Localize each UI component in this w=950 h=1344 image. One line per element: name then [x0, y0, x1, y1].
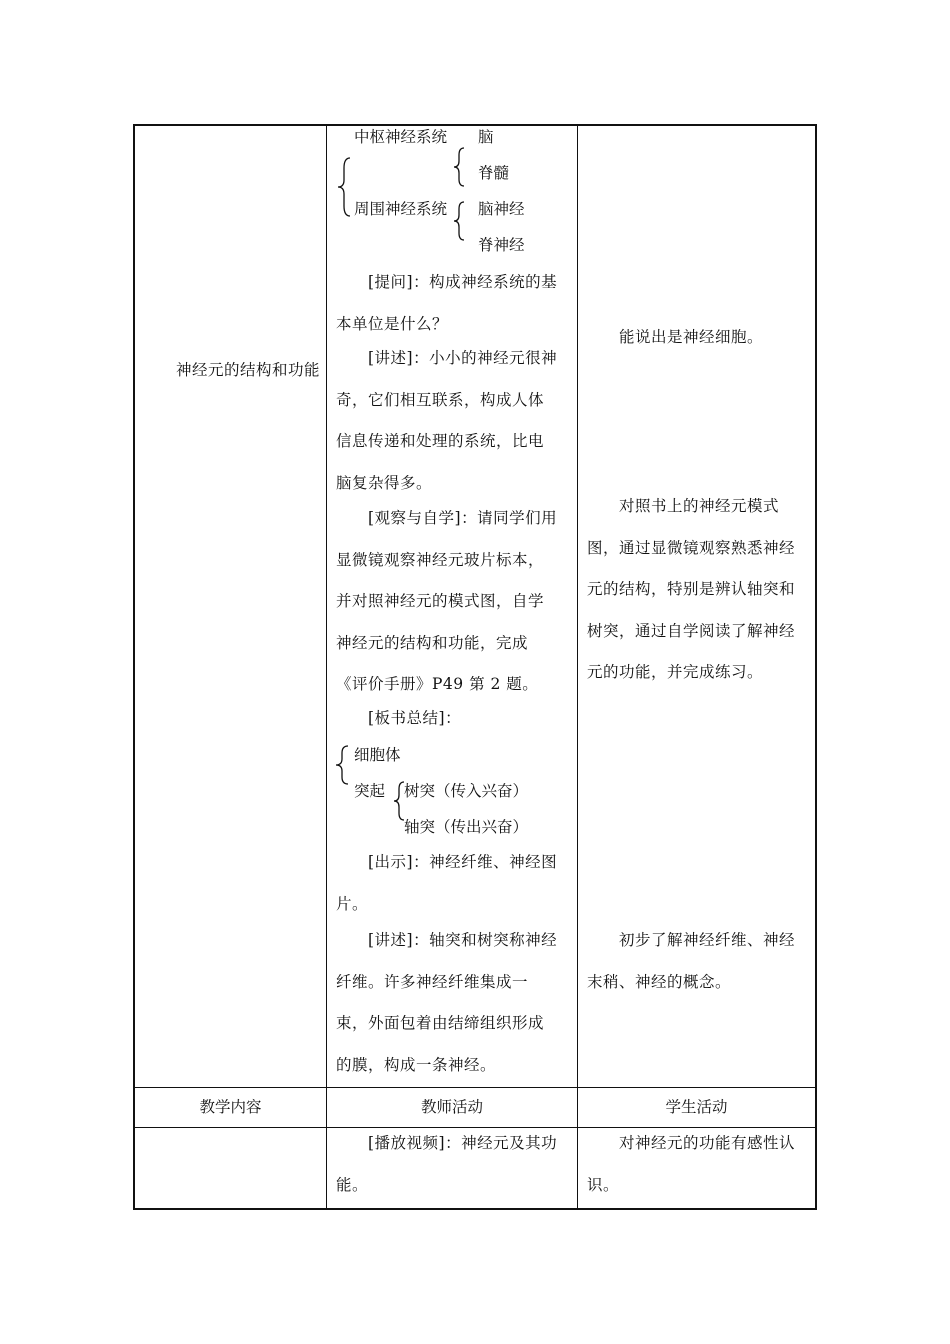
column-divider-1 [326, 124, 327, 1210]
column-divider-2 [577, 124, 578, 1210]
brain-label: 脑 [478, 128, 494, 146]
process-label: 突起 [354, 782, 386, 800]
cranial-nerve-label: 脑神经 [478, 200, 525, 218]
teacher-question: [提问]：构成神经系统的基本单位是什么？ [336, 273, 558, 333]
spinal-nerve-label: 脊神经 [478, 236, 525, 254]
cell-body-label: 细胞体 [354, 746, 401, 764]
neuron-brace [334, 744, 350, 786]
student-activity-3: 初步了解神经纤维、神经末稍、神经的概念。 [587, 931, 796, 991]
header-teacher-activity: 教师活动 [420, 1098, 483, 1116]
teacher-board-summary: [板书总结]： [368, 709, 462, 727]
teacher-observe-self-study: [观察与自学]：请同学们用显微镜观察神经元玻片标本，并对照神经元的模式图，自学神经元的结构和功能，完成《评价手册》P49 第 2 题。 [336, 509, 558, 693]
process-brace [392, 780, 406, 822]
row2-teacher-activity: [播放视频]：神经元及其功能。 [336, 1134, 558, 1194]
teacher-show: [出示]：神经纤维、神经图片。 [336, 853, 558, 913]
student-activity-2: 对照书上的神经元模式图，通过显微镜观察熟悉神经元的结构，特别是辨认轴突和树突，通过自学阅读了解神经元的功能，并完成练习。 [587, 497, 796, 681]
spinal-cord-label: 脊髓 [478, 164, 510, 182]
teacher-narration-2: [讲述]：轴突和树突称神经纤维。许多神经纤维集成一束，外面包着由结缔组织形成的膜，构成一条神经。 [336, 931, 558, 1074]
student-activity-1: 能说出是神经细胞。 [619, 328, 764, 346]
peripheral-nervous-system-label: 周围神经系统 [354, 200, 448, 218]
row-divider-header-top [133, 1087, 817, 1088]
row2-student-activity: 对神经元的功能有感性认识。 [587, 1134, 796, 1194]
dendrite-label: 树突（传入兴奋） [404, 782, 529, 800]
central-brace [452, 146, 466, 188]
central-nervous-system-label: 中枢神经系统 [354, 128, 448, 146]
header-teaching-content: 教学内容 [199, 1098, 262, 1116]
header-student-activity: 学生活动 [665, 1098, 728, 1116]
nervous-system-brace [336, 156, 352, 218]
peripheral-brace [452, 200, 466, 242]
teacher-narration-1: [讲述]：小小的神经元很神奇，它们相互联系，构成人体信息传递和处理的系统，比电脑复杂得多。 [336, 349, 558, 492]
axon-label: 轴突（传出兴奋） [404, 818, 529, 836]
content-cell-label: 神经元的结构和功能 [176, 361, 321, 379]
